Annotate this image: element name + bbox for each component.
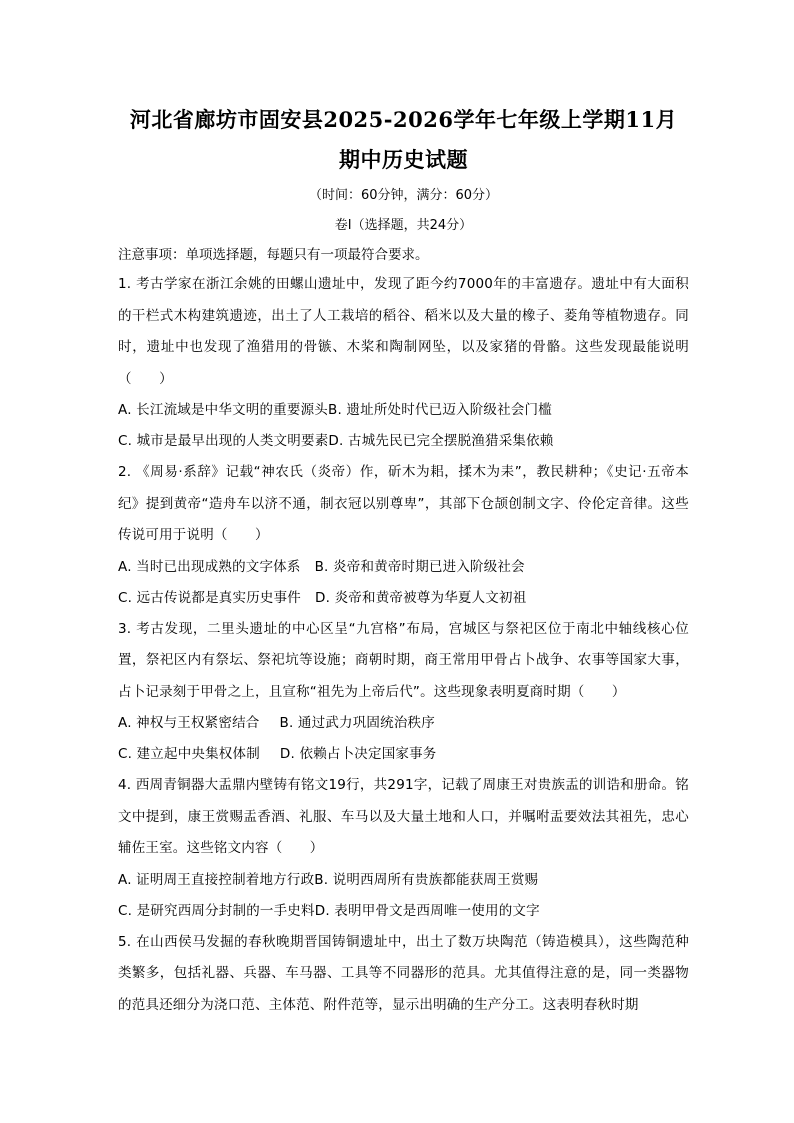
question-stem: 2. 《周易·系辞》记载“神农氏（炎帝）作，斫木为耜，揉木为耒”，教民耕种；《史记·五帝本纪》提到黄帝“造舟车以济不通，制衣冠以别尊卑”，其部下仓颉创制文字、伶伦定音律。这些传说可用于说明（ ） [118,464,689,543]
question-stem: 5. 在山西侯马发掘的春秋晚期晋国铸铜遗址中，出土了数万块陶范（铸造模具），这些陶范种类繁多，包括礼器、兵器、车马器、工具等不同器形的范具。尤其值得注意的是，同一类器物的范具还细分为浇口范、主体范、附件范等，显示出明确的生产分工。这表明春秋时期 [118,933,689,1013]
option-a[interactable]: A. 证明周王直接控制着地方行政 [118,871,315,888]
question-5 [118,927,689,1022]
option-c[interactable]: C. 是研究西周分封制的一手史料 [118,902,315,919]
question-2 [118,457,689,614]
options [118,708,689,770]
time-info: （时间：60分钟，满分：60分） [308,188,499,203]
option-d[interactable]: D. 炎帝和黄帝被尊为华夏人文初祖 [315,589,527,606]
options [118,865,689,927]
question-3 [118,614,689,771]
option-d[interactable]: D. 表明甲骨文是西周唯一使用的文字 [314,902,540,919]
option-row [118,552,689,583]
question-4 [118,770,689,927]
option-c[interactable]: C. 远古传说都是真实历史事件 [118,589,302,606]
options [118,395,689,457]
options [118,552,689,614]
exam-title-line1: 河北省廊坊市固安县2025-2026学年七年级上学期11月 [129,107,678,132]
option-row [118,708,689,739]
option-a[interactable]: A. 当时已出现成熟的文字体系 [118,558,301,575]
option-b[interactable]: B. 遗址所处时代已迈入阶级社会门槛 [327,402,552,418]
question-stem: 1. 考古学家在浙江余姚的田螺山遗址中，发现了距今约7000年的丰富遗存。遗址中有大面积的干栏式木构建筑遗迹，出土了人工栽培的稻谷、稻米以及大量的橡子、菱角等植物遗存。同时，遗址中也发现了渔猎用的骨镞、木桨和陶制网坠，以及家猪的骨骼。这些发现最能说明（ ） [118,276,689,387]
option-a[interactable]: A. 长江流域是中华文明的重要源头 [118,402,328,418]
question-1 [118,269,689,457]
option-row [118,426,689,457]
option-a[interactable]: A. 神权与王权紧密结合 [118,715,260,731]
option-row [118,583,689,614]
option-c[interactable]: C. 城市是最早出现的人类文明要素 [118,433,329,449]
option-row [118,896,689,927]
option-d[interactable]: D. 古城先民已完全摆脱渔猎采集依赖 [328,433,554,449]
question-stem: 3. 考古发现，二里头遗址的中心区呈“九宫格”布局，宫城区与祭祀区位于南北中轴线核心位置，祭祀区内有祭坛、祭祀坑等设施；商朝时期，商王常用甲骨占卜战争、农事等国家大事，占卜记录刻于甲骨之上，且宣称“祖先为上帝后代”。这些现象表明夏商时期（ ） [118,620,689,700]
option-row [118,865,689,896]
section-heading: 卷Ⅰ（选择题，共24分） [334,218,473,233]
option-row [118,395,689,426]
notice: 注意事项：单项选择题，每题只有一项最符合要求。 [118,247,429,263]
question-stem: 4. 西周青铜器大盂鼎内壁铸有铭文19行，共291字，记载了周康王对贵族盂的训诰和册命。铭文中提到，康王赏赐盂香酒、礼服、车马以及大量土地和人口，并嘱咐盂要效法其祖先，忠心辅佐王室。这些铭文内容（ ） [118,777,689,856]
option-d[interactable]: D. 依赖占卜决定国家事务 [279,746,437,762]
option-b[interactable]: B. 说明西周所有贵族都能获周王赏赐 [314,871,539,888]
exam-title-line2: 期中历史试题 [339,147,468,172]
option-b[interactable]: B. 炎帝和黄帝时期已进入阶级社会 [314,558,525,575]
option-row [118,739,689,770]
option-b[interactable]: B. 通过武力巩固统治秩序 [279,715,435,731]
option-c[interactable]: C. 建立起中央集权体制 [118,746,260,762]
